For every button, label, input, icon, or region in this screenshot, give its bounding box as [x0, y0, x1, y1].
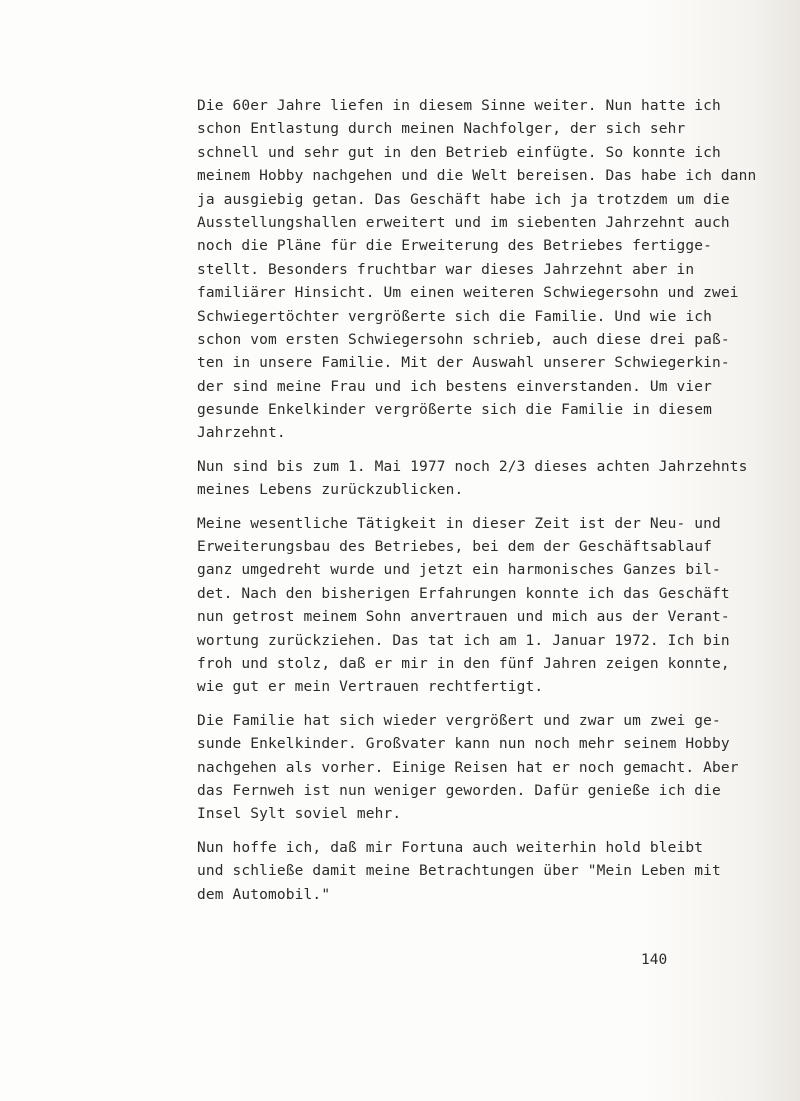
paragraph — [197, 837, 757, 907]
paragraph — [197, 456, 757, 503]
text-line: Erweiterungsbau des Betriebes, bei dem der Geschäftsablauf — [197, 539, 713, 556]
text-line: der sind meine Frau und ich bestens einverstanden. Um vier — [197, 378, 713, 395]
text-line: schnell und sehr gut in den Betrieb einfügte. So konnte ich — [197, 144, 721, 161]
text-line: nachgehen als vorher. Einige Reisen hat er noch gemacht. Aber — [197, 759, 739, 776]
text-line: Jahrzehnt. — [197, 425, 286, 442]
text-line: Ausstellungshallen erweitert und im siebenten Jahrzehnt auch — [197, 214, 730, 231]
page-number: 140 — [641, 952, 668, 968]
text-line: wortung zurückziehen. Das tat ich am 1. Januar 1972. Ich bin — [197, 632, 730, 649]
text-line: Nun sind bis zum 1. Mai 1977 noch 2/3 dieses achten Jahrzehnts — [197, 458, 748, 475]
text-line: ja ausgiebig getan. Das Geschäft habe ich ja trotzdem um die — [197, 191, 730, 208]
text-line: das Fernweh ist nun weniger geworden. Dafür genieße ich die — [197, 782, 721, 799]
paragraph — [197, 513, 757, 700]
text-line: meinem Hobby nachgehen und die Welt bereisen. Das habe ich dann — [197, 168, 757, 185]
text-line: Nun hoffe ich, daß mir Fortuna auch weiterhin hold bleibt — [197, 839, 704, 856]
text-line: stellt. Besonders fruchtbar war dieses Jahrzehnt aber in — [197, 261, 695, 278]
text-line: und schließe damit meine Betrachtungen über "Mein Leben mit — [197, 863, 721, 880]
text-line: Insel Sylt soviel mehr. — [197, 806, 402, 823]
text-line: gesunde Enkelkinder vergrößerte sich die Familie in diesem — [197, 402, 713, 419]
text-line: ten in unsere Familie. Mit der Auswahl unserer Schwiegerkin- — [197, 355, 730, 372]
text-line: noch die Pläne für die Erweiterung des Betriebes fertigge- — [197, 238, 713, 255]
paragraph — [197, 710, 757, 827]
text-line: wie gut er mein Vertrauen rechtfertigt. — [197, 679, 544, 696]
text-line: sunde Enkelkinder. Großvater kann nun noch mehr seinem Hobby — [197, 736, 730, 753]
text-line: nun getrost meinem Sohn anvertrauen und mich aus der Verant- — [197, 609, 730, 626]
text-line: ganz umgedreht wurde und jetzt ein harmonisches Ganzes bil- — [197, 562, 721, 579]
text-line: dem Automobil." — [197, 886, 331, 903]
text-line: meines Lebens zurückzublicken. — [197, 482, 464, 499]
text-line: schon Entlastung durch meinen Nachfolger, der sich sehr — [197, 121, 686, 138]
text-line: familiärer Hinsicht. Um einen weiteren Schwiegersohn und zwei — [197, 285, 739, 302]
body-text — [197, 95, 757, 917]
text-line: Schwiegertöchter vergrößerte sich die Familie. Und wie ich — [197, 308, 713, 325]
text-line: Die 60er Jahre liefen in diesem Sinne weiter. Nun hatte ich — [197, 98, 721, 114]
text-line: Meine wesentliche Tätigkeit in dieser Zeit ist der Neu- und — [197, 515, 721, 532]
paragraph — [197, 95, 757, 446]
text-line: Die Familie hat sich wieder vergrößert und zwar um zwei ge- — [197, 712, 721, 729]
text-line: schon vom ersten Schwiegersohn schrieb, auch diese drei paß- — [197, 331, 730, 348]
text-line: det. Nach den bisherigen Erfahrungen konnte ich das Geschäft — [197, 585, 730, 602]
text-line: froh und stolz, daß er mir in den fünf Jahren zeigen konnte, — [197, 655, 730, 672]
